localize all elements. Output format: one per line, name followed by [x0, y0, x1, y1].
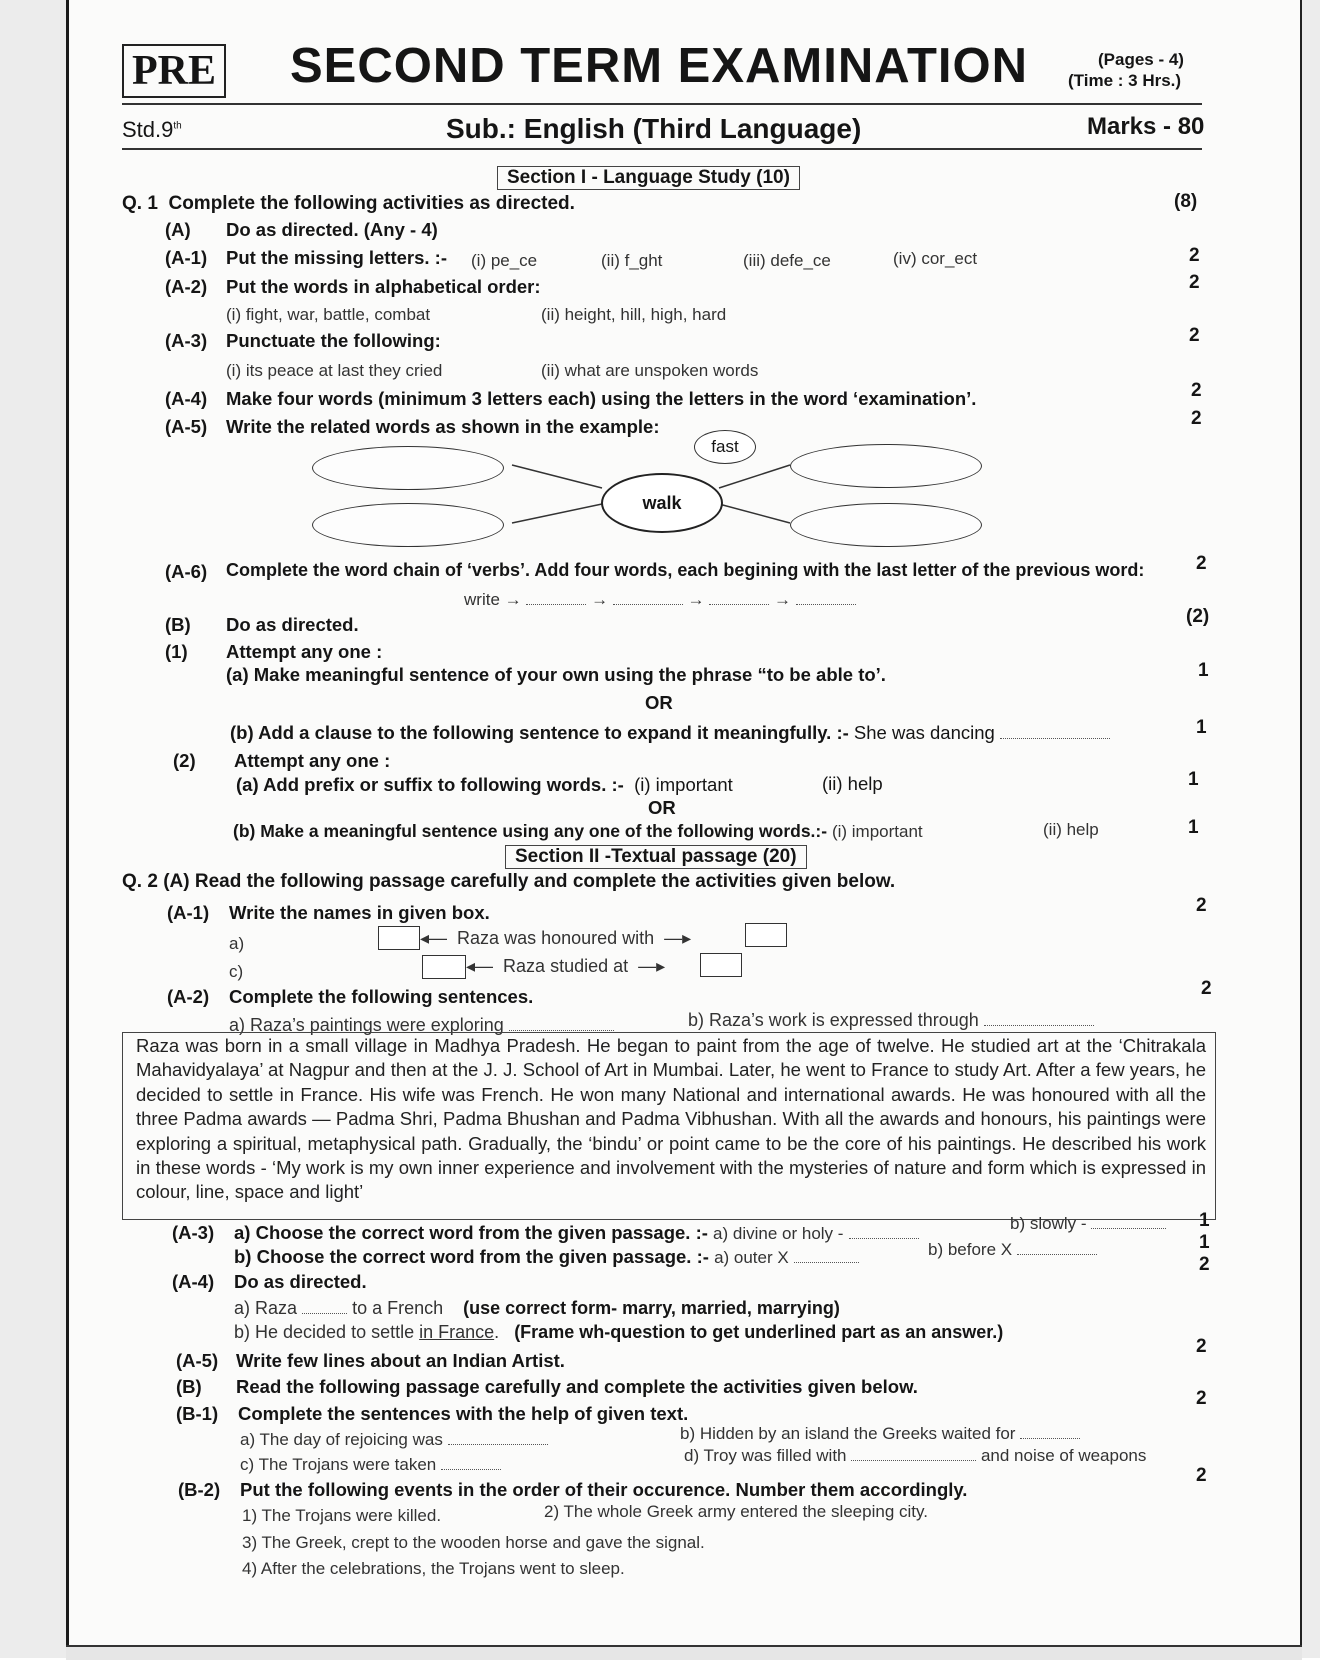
answer-box-c-right[interactable] [700, 953, 742, 977]
word-cloud-top-right [790, 444, 982, 488]
q2-b1-option-c: c) The Trojans were taken [240, 1455, 501, 1475]
b1-label: (1) [165, 641, 188, 662]
pages-count: (Pages - 4) [1098, 50, 1184, 69]
b-text: Do as directed. [226, 614, 359, 635]
word-cloud-bottom-left [312, 503, 504, 547]
q2-a3-marks-2: 1 [1199, 1232, 1210, 1253]
standard-label: Std.9th [122, 117, 182, 142]
a3-marks: 2 [1189, 325, 1200, 346]
q2-a3-marks-1: 1 [1199, 1210, 1210, 1231]
center-word-bubble: walk [601, 473, 723, 533]
q2-b-text: Read the following passage carefully and complete the activities given below. [236, 1376, 918, 1397]
a1-label: (A-1) [165, 247, 208, 268]
q2-a1-row-c-label: c) [229, 962, 244, 981]
a5-marks: 2 [1191, 408, 1202, 429]
time-duration: (Time : 3 Hrs.) [1068, 71, 1182, 90]
q2-a5-marks: 2 [1196, 1336, 1207, 1357]
a5-label: (A-5) [165, 416, 208, 437]
page-title: SECOND TERM EXAMINATION [290, 39, 1029, 93]
scan-border-left [0, 0, 69, 1658]
q2-a4-option-a: a) Raza to a French (use correct form- marry, married, marrying) [234, 1298, 840, 1318]
word-cloud-top-left [312, 446, 504, 490]
section-1-title: Section I - Language Study (10) [497, 166, 800, 190]
total-marks: Marks - 80 [1087, 113, 1205, 140]
a6-marks: 2 [1196, 553, 1207, 574]
q2-heading: Q. 2 (A) Read the following passage carefully and complete the activities given below. [122, 871, 896, 892]
b2-option-a-word-2: (ii) help [822, 773, 883, 794]
b-label: (B) [165, 614, 191, 635]
q2-b1-option-b: b) Hidden by an island the Greeks waited for [680, 1424, 1080, 1444]
b1-option-b-marks: 1 [1196, 717, 1207, 738]
word-chain: write → → → → [464, 590, 856, 610]
q2-a2-text: Complete the following sentences. [229, 986, 534, 1007]
q2-a4-text: Do as directed. [234, 1271, 367, 1292]
b-marks: (2) [1186, 606, 1210, 627]
a1-option-3: (iii) defe_ce [743, 251, 831, 270]
answer-box-a-left[interactable] [378, 926, 420, 950]
q2-a3-line-1: a) Choose the correct word from the given passage. :- a) divine or holy - [234, 1222, 919, 1244]
a1-option-2: (ii) f_ght [601, 251, 663, 270]
b2-label: (2) [173, 750, 196, 771]
q2-a3-label: (A-3) [172, 1222, 215, 1243]
a2-option-2: (ii) height, hill, high, hard [541, 305, 727, 324]
b1-option-b: (b) Add a clause to the following sentence to expand it meaningfully. :- She was dancing [230, 722, 1110, 744]
q2-b1-marks: 2 [1196, 1388, 1207, 1409]
a1-marks: 2 [1189, 245, 1200, 266]
header-rule-bottom [122, 148, 1202, 150]
b2-option-b: (b) Make a meaningful sentence using any one of the following words.:- (i) important [233, 821, 923, 841]
b2-text: Attempt any one : [234, 750, 391, 771]
a2-marks: 2 [1189, 272, 1200, 293]
a-text: Do as directed. (Any - 4) [226, 219, 438, 240]
q2-b1-label: (B-1) [176, 1403, 219, 1424]
a-label: (A) [165, 219, 191, 240]
q2-a1-row-a: ◂— Raza was honoured with —▸ [420, 928, 692, 948]
a3-text: Punctuate the following: [226, 330, 441, 351]
answer-box-c-left[interactable] [422, 955, 466, 979]
word-cloud-bottom-right [790, 503, 982, 547]
q2-b2-event-1: 1) The Trojans were killed. [242, 1506, 442, 1525]
a1-text: Put the missing letters. :- [226, 247, 448, 268]
q2-a1-row-c: ◂— Raza studied at —▸ [466, 956, 666, 976]
q2-a4-label: (A-4) [172, 1271, 215, 1292]
answer-box-a-right[interactable] [745, 923, 787, 947]
pre-label: PRE [122, 44, 226, 98]
subject-title: Sub.: English (Third Language) [446, 113, 862, 144]
q2-b2-label: (B-2) [178, 1479, 221, 1500]
b2-option-a: (a) Add prefix or suffix to following words. :- (i) important [236, 774, 733, 795]
b2-or: OR [648, 797, 676, 818]
a3-option-1: (i) its peace at last they cried [226, 361, 443, 380]
a2-option-1: (i) fight, war, battle, combat [226, 305, 431, 324]
q2-a3-line-1-b: b) slowly - [1010, 1214, 1166, 1234]
q2-b2-event-3: 3) The Greek, crept to the wooden horse and gave the signal. [242, 1533, 705, 1552]
q2-b2-event-4: 4) After the celebrations, the Trojans went to sleep. [242, 1559, 625, 1578]
q2-a5-label: (A-5) [176, 1350, 219, 1371]
b2-option-a-marks: 1 [1188, 769, 1199, 790]
q2-a2-option-b: b) Raza’s work is expressed through [688, 1010, 1094, 1031]
a1-option-4: (iv) cor_ect [893, 249, 978, 268]
a2-label: (A-2) [165, 276, 208, 297]
q2-a2-option-a: a) Raza’s paintings were exploring [229, 1015, 614, 1036]
a4-marks: 2 [1191, 380, 1202, 401]
q2-b1-text: Complete the sentences with the help of given text. [238, 1403, 689, 1424]
b2-option-b-marks: 1 [1188, 817, 1199, 838]
b1-or: OR [645, 692, 673, 713]
a5-text: Write the related words as shown in the example: [226, 416, 660, 437]
q2-b2-marks: 2 [1196, 1465, 1207, 1486]
section-2-title: Section II -Textual passage (20) [505, 845, 807, 869]
a4-text: Make four words (minimum 3 letters each) using the letters in the word ‘examination’. [226, 388, 977, 409]
q2-b2-text: Put the following events in the order of their occurence. Number them accordingly. [240, 1479, 968, 1500]
q1-marks: (8) [1174, 191, 1198, 212]
q2-a2-label: (A-2) [167, 986, 210, 1007]
a4-label: (A-4) [165, 388, 208, 409]
q1-heading: Q. 1 Complete the following activities as directed. [122, 193, 575, 214]
q2-a1-label: (A-1) [167, 902, 210, 923]
a6-label: (A-6) [165, 561, 208, 582]
b1-option-a: (a) Make meaningful sentence of your own using the phrase “to be able to’. [226, 664, 886, 685]
q2-a2-marks: 2 [1201, 978, 1212, 999]
q2-a3-line-2: b) Choose the correct word from the given passage. :- a) outer X [234, 1246, 859, 1268]
reading-passage: Raza was born in a small village in Madhya Pradesh. He began to paint from the age of twelve. He studied art at the ‘Chitrakala Mahavidyalaya’ at Nagpur and then at the J. J. School of Art in Mumbai. Later, he went to France to study Art. After a few years, he decided to settle in France. His wife was French. He won many National and international awards. He was honoured with all the three Padma awards — Padma Shri, Padma Bhushan and Padma Vibhushan. With all the awards and honours, his paintings were exploring a spiritual, metaphysical path. Gradually, the ‘bindu’ or point came to be the core of his paintings. He described his work in these words - ‘My work is my own inner experience and involvement with the mysteries of nature and form which is expressed in colour, line, space and light’ [136, 1035, 1206, 1203]
q2-a4-marks: 2 [1199, 1254, 1210, 1275]
q2-b1-option-d: d) Troy was filled with and noise of weapons [684, 1446, 1147, 1465]
a3-option-2: (ii) what are unspoken words [541, 361, 759, 380]
a2-text: Put the words in alphabetical order: [226, 276, 541, 297]
q2-b1-option-a: a) The day of rejoicing was [240, 1430, 548, 1450]
q2-a3-line-2-b: b) before X [928, 1240, 1097, 1260]
a6-text: Complete the word chain of ‘verbs’. Add four words, each begining with the last letter of the previous word: [226, 560, 1145, 580]
b1-option-a-marks: 1 [1198, 660, 1209, 681]
a3-label: (A-3) [165, 330, 208, 351]
q2-a4-option-b: b) He decided to settle in France. (Frame wh-question to get underlined part as an answer.) [234, 1322, 1004, 1342]
scan-border-right [1300, 0, 1320, 1658]
b1-text: Attempt any one : [226, 641, 383, 662]
q2-a1-text: Write the names in given box. [229, 902, 490, 923]
q2-b-label: (B) [176, 1376, 202, 1397]
q2-b2-event-2: 2) The whole Greek army entered the sleeping city. [544, 1502, 928, 1521]
b2-option-b-word-2: (ii) help [1043, 820, 1099, 839]
q2-a1-row-a-label: a) [229, 934, 245, 953]
q2-a1-marks: 2 [1196, 895, 1207, 916]
q2-a5-text: Write few lines about an Indian Artist. [236, 1350, 565, 1371]
example-word-bubble: fast [694, 430, 756, 464]
header-rule-top [122, 103, 1202, 105]
a1-option-1: (i) pe_ce [471, 251, 538, 270]
